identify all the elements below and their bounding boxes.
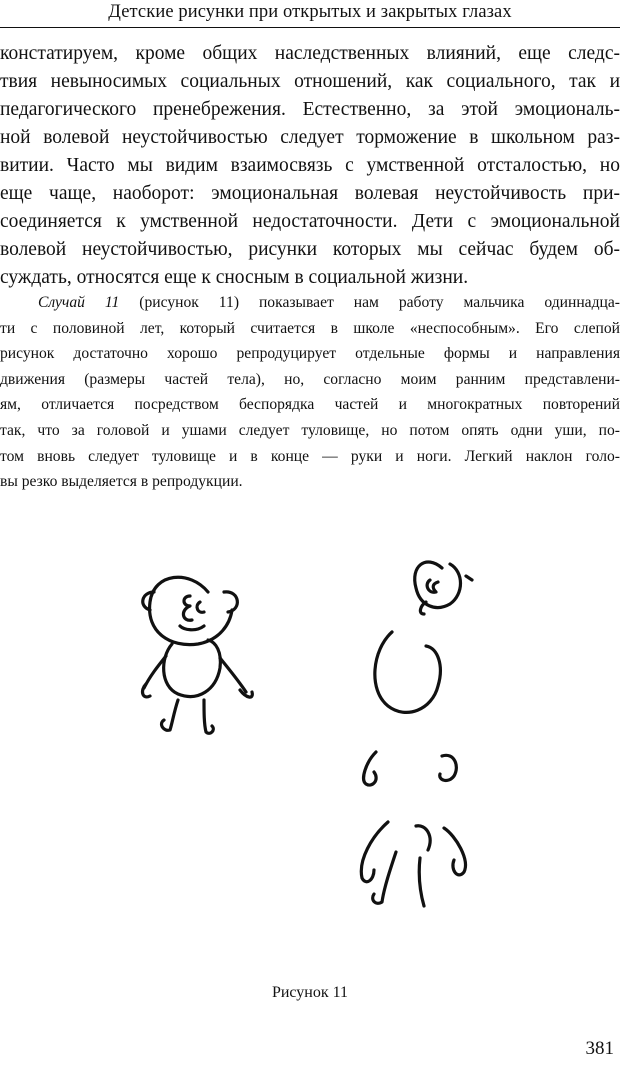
text-line: ти с половиной лет, который считается в школе «неспособным». Его слепой <box>0 319 620 337</box>
text-line: витии. Часто мы видим взаимосвязь с умственной отсталостью, но <box>0 155 620 176</box>
text-line: суждать, относятся еще к сносным в социальной жизни. <box>0 267 469 288</box>
text-line-first <box>0 290 620 316</box>
text-line: том вновь следует туловище и в конце — руки и ноги. Легкий наклон голо- <box>0 447 620 465</box>
text-line: движения (размеры частей тела), но, согласно моим ранним представлени- <box>0 370 620 388</box>
text-line: ям, отличается посредством беспорядка частей и многократных повторений <box>0 396 620 414</box>
text-line: еще чаще, наоборот: эмоциональная волевая неустойчивость при- <box>0 183 620 204</box>
text-line-rest: (рисунок 11) показывает нам работу мальчика одиннадца- <box>119 294 620 311</box>
closed-eyes-drawing <box>361 562 472 906</box>
page-number: 381 <box>585 1038 614 1059</box>
figure-caption: Рисунок 11 <box>271 984 349 1001</box>
case-label: Случай 11 <box>38 294 120 311</box>
text-line: констатируем, кроме общих наследственных влияний, еще следс- <box>0 43 620 64</box>
paragraph-1 <box>0 40 620 292</box>
header-rule <box>0 27 620 28</box>
paragraph-2 <box>0 290 620 495</box>
text-line: соединяется к умственной недостаточности. Дети с эмоциональной <box>0 211 620 232</box>
text-line: твия невыносимых социальных отношений, как социального, так и <box>0 71 620 92</box>
text-line: вы резко выделяется в репродукции. <box>0 473 243 491</box>
text-line: так, что за головой и ушами следует туловище, но потом опять одни уши, по- <box>0 421 620 439</box>
text-line: педагогического пренебрежения. Естественно, за этой эмоциональ- <box>0 99 620 120</box>
text-line: рисунок достаточно хорошо репродуцирует отдельные формы и направления <box>0 345 620 363</box>
text-line: ной волевой неустойчивостью следует торможение в школьном раз- <box>0 127 620 148</box>
running-head: Детские рисунки при открытых и закрытых глазах <box>108 2 512 22</box>
open-eyes-drawing <box>143 577 253 733</box>
child-drawing-figure <box>120 540 520 940</box>
text-line: волевой неустойчивостью, рисунки которых мы сейчас будем об- <box>0 239 620 260</box>
